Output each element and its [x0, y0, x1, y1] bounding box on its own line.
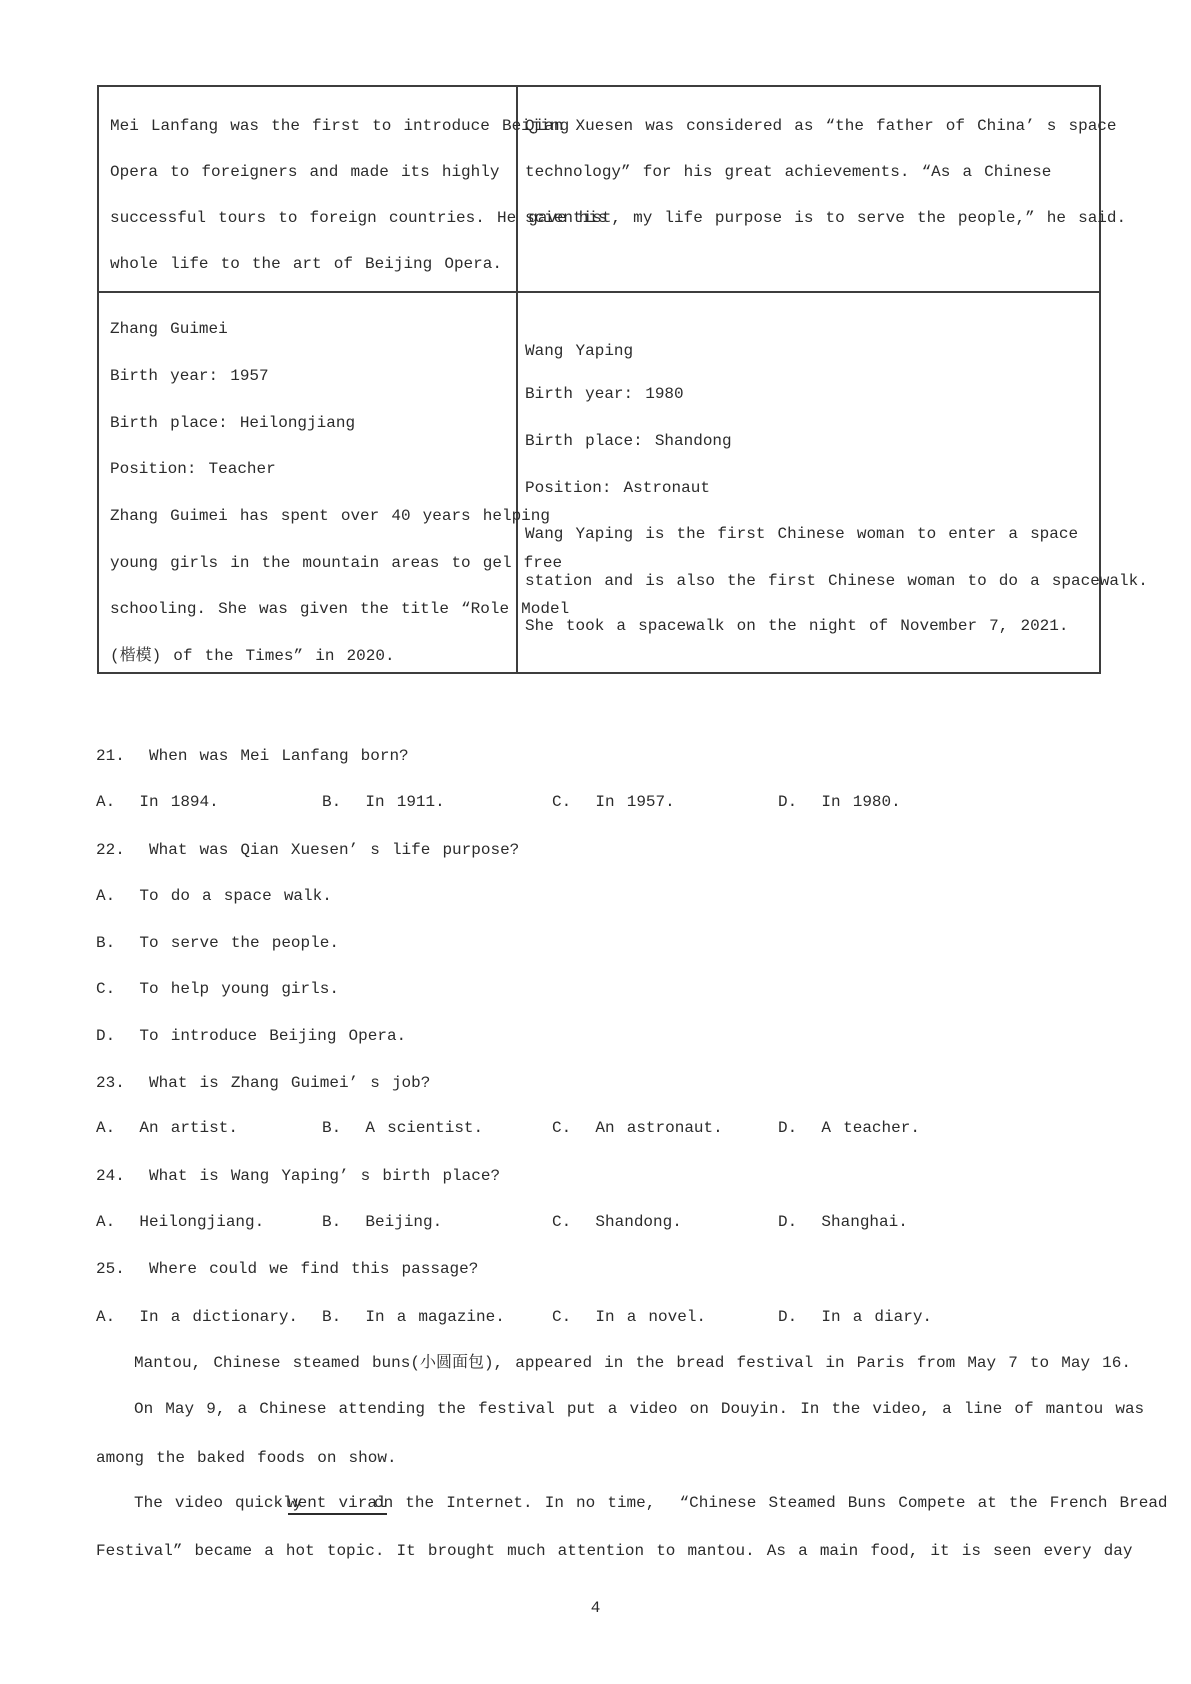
table-cell-line: She took a spacewalk on the night of November 7, 2021. [525, 617, 1069, 635]
option-23-b: B. A scientist. [322, 1119, 484, 1137]
question-25-text: 25. Where could we find this passage? [96, 1260, 479, 1278]
option-22-c: C. To help young girls. [96, 980, 339, 998]
option-21-c: C. In 1957. [552, 793, 675, 811]
table-cell-line: Mei Lanfang was the first to introduce Beijing [110, 117, 570, 135]
question-21-options [0, 793, 1191, 815]
question-23-options [0, 1119, 1191, 1141]
option-23-c: C. An astronaut. [552, 1119, 723, 1137]
option-22-b: B. To serve the people. [96, 934, 339, 952]
question-21-text: 21. When was Mei Lanfang born? [96, 747, 409, 765]
table-cell-line: Birth year: 1980 [525, 385, 684, 403]
table-cell-line: technology” for his great achievements. “As a Chinese [525, 163, 1052, 181]
question-25-options [0, 1308, 1191, 1330]
passage-line-4-post: on the Internet. In no time, “Chinese Steamed Buns Compete at the French Bread [374, 1494, 1168, 1512]
option-23-a: A. An artist. [96, 1119, 238, 1137]
passage-line-4 [0, 1494, 1191, 1516]
table-cell-line: station and is also the first Chinese woman to do a spacewalk. [525, 572, 1148, 590]
table-cell-line: schooling. She was given the title “Role Model [110, 600, 570, 618]
passage-line-1: Mantou, Chinese steamed buns(小圆面包), appeared in the bread festival in Paris from May 7 to May 16. [134, 1354, 1131, 1372]
table-cell-line: Zhang Guimei [110, 320, 228, 338]
option-24-d: D. Shanghai. [778, 1213, 908, 1231]
option-24-a: A. Heilongjiang. [96, 1213, 265, 1231]
table-cell-line: Zhang Guimei has spent over 40 years helping [110, 507, 550, 525]
option-21-a: A. In 1894. [96, 793, 219, 811]
option-25-c: C. In a novel. [552, 1308, 707, 1326]
table-cell-line: whole life to the art of Beijing Opera. [110, 255, 502, 273]
table-row-divider [97, 291, 1101, 293]
passage-line-2: On May 9, a Chinese attending the festival put a video on Douyin. In the video, a line of mantou was [134, 1400, 1145, 1418]
page-number: 4 [590, 1599, 601, 1617]
option-25-b: B. In a magazine. [322, 1308, 505, 1326]
question-23-text: 23. What is Zhang Guimei’ s job? [96, 1074, 431, 1092]
table-cell-line: Position: Astronaut [525, 479, 710, 497]
table-cell-line: (楷模) of the Times” in 2020. [110, 647, 395, 665]
table-cell-line: successful tours to foreign countries. He gave his [110, 209, 608, 227]
table-cell-line: Birth year: 1957 [110, 367, 269, 385]
table-cell-line: Wang Yaping [525, 342, 634, 360]
table-cell-line: Birth place: Shandong [525, 432, 732, 450]
option-22-d: D. To introduce Beijing Opera. [96, 1027, 407, 1045]
table-cell-line: Qian Xuesen was considered as “the father of China’ s space [525, 117, 1117, 135]
table-cell-line: young girls in the mountain areas to gel free [110, 554, 563, 572]
option-22-a: A. To do a space walk. [96, 887, 332, 905]
option-21-b: B. In 1911. [322, 793, 445, 811]
option-23-d: D. A teacher. [778, 1119, 920, 1137]
passage-line-4-pre: The video quickly [134, 1494, 303, 1512]
passage-line-3: among the baked foods on show. [96, 1449, 397, 1467]
table-cell-line: Opera to foreigners and made its highly [110, 163, 500, 181]
question-22-text: 22. What was Qian Xuesen’ s life purpose? [96, 841, 520, 859]
option-21-d: D. In 1980. [778, 793, 901, 811]
option-25-d: D. In a diary. [778, 1308, 933, 1326]
went-viral-underlined: went viral [288, 1494, 387, 1515]
table-cell-line: Position: Teacher [110, 460, 276, 478]
table-cell-line: scientist, my life purpose is to serve the people,” he said. [525, 209, 1127, 227]
option-25-a: A. In a dictionary. [96, 1308, 299, 1326]
question-24-text: 24. What is Wang Yaping’ s birth place? [96, 1167, 501, 1185]
table-cell-line: Wang Yaping is the first Chinese woman to enter a space [525, 525, 1079, 543]
passage-line-5: Festival” became a hot topic. It brought much attention to mantou. As a main food, it is seen every day [96, 1542, 1133, 1560]
table-cell-line: Birth place: Heilongjiang [110, 414, 356, 432]
table-column-divider [516, 85, 518, 674]
question-24-options [0, 1213, 1191, 1235]
option-24-c: C. Shandong. [552, 1213, 682, 1231]
option-24-b: B. Beijing. [322, 1213, 443, 1231]
